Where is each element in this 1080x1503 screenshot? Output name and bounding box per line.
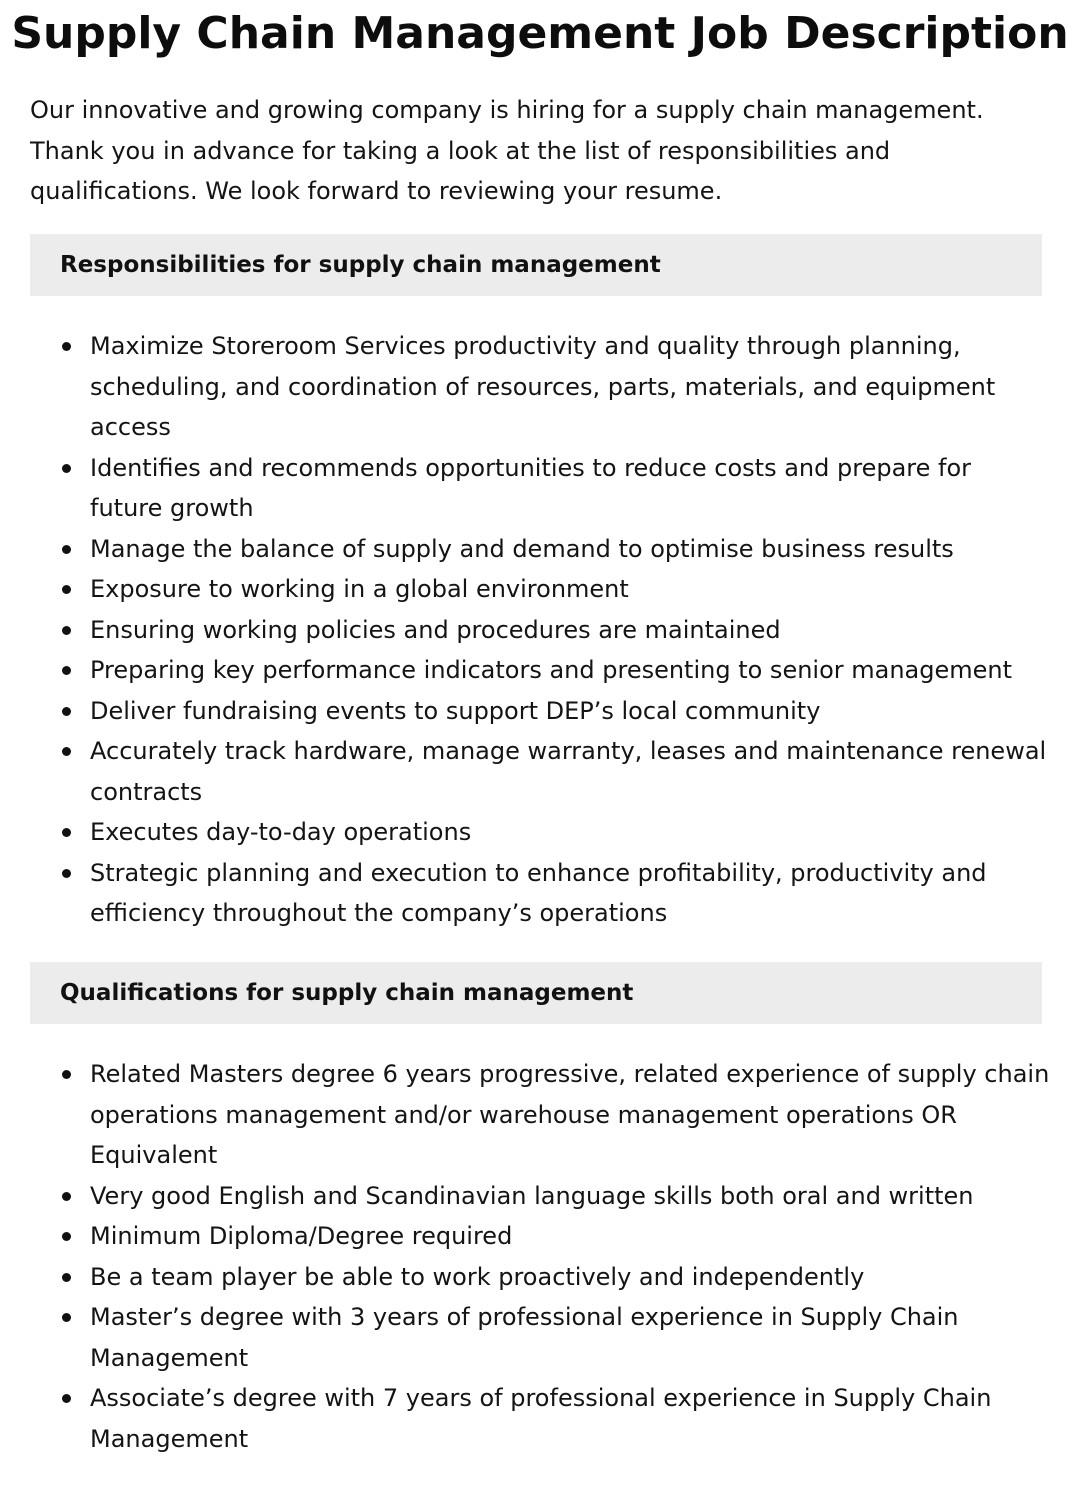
list-item xyxy=(0,1216,1080,1257)
bullet-icon xyxy=(62,1070,71,1079)
list-item xyxy=(0,650,1080,691)
list-item xyxy=(0,691,1080,732)
list-item xyxy=(0,529,1080,570)
qualifications-section-header xyxy=(30,962,1042,1024)
bullet-icon xyxy=(62,342,71,351)
bullet-icon xyxy=(62,707,71,716)
list-item xyxy=(0,812,1080,853)
bullet-icon xyxy=(62,1313,71,1322)
responsibilities-section-header xyxy=(30,234,1042,296)
list-item xyxy=(0,610,1080,651)
bullet-icon xyxy=(62,1394,71,1403)
list-item-text: Identifies and recommends opportunities to reduce costs and prepare for future growth xyxy=(90,453,972,522)
list-item-text: Minimum Diploma/Degree required xyxy=(90,1222,513,1250)
bullet-icon xyxy=(62,828,71,837)
qualifications-heading: Qualifications for supply chain management xyxy=(60,980,634,1006)
bullet-icon xyxy=(62,1232,71,1241)
list-item xyxy=(0,1054,1080,1176)
list-item xyxy=(0,853,1080,934)
list-item-text: Ensuring working policies and procedures are maintained xyxy=(90,615,781,644)
list-item xyxy=(0,448,1080,529)
list-item xyxy=(0,731,1080,812)
list-item-text: Exposure to working in a global environment xyxy=(90,575,629,603)
list-item xyxy=(0,326,1080,448)
list-item-text: Manage the balance of supply and demand to optimise business results xyxy=(90,534,954,563)
list-item-text: Executes day-to-day operations xyxy=(90,818,472,846)
list-item xyxy=(0,1257,1080,1298)
list-item-text: Master’s degree with 3 years of professional experience in Supply Chain Management xyxy=(90,1303,959,1372)
bullet-icon xyxy=(62,545,71,554)
list-item-text: Related Masters degree 6 years progressive, related experience of supply chain operations management and/or warehouse management operations OR Equivalent xyxy=(90,1060,1050,1169)
list-item-text: Maximize Storeroom Services productivity and quality through planning, scheduling, and coordination of resources, parts, materials, and equipment access xyxy=(90,332,996,441)
responsibilities-list xyxy=(0,326,1080,934)
bullet-icon xyxy=(62,1192,71,1201)
list-item-text: Strategic planning and execution to enhance profitability, productivity and efficiency throughout the company’s operations xyxy=(90,858,987,927)
list-item-text: Deliver fundraising events to support DEP’s local community xyxy=(90,696,821,725)
list-item-text: Be a team player be able to work proactively and independently xyxy=(90,1262,865,1291)
bullet-icon xyxy=(62,666,71,675)
list-item-text: Associate’s degree with 7 years of professional experience in Supply Chain Management xyxy=(90,1384,992,1453)
list-item xyxy=(0,1176,1080,1217)
bullet-icon xyxy=(62,1273,71,1282)
list-item xyxy=(0,569,1080,610)
page-title: Supply Chain Management Job Description xyxy=(11,8,1069,59)
qualifications-list xyxy=(0,1054,1080,1459)
list-item-text: Very good English and Scandinavian language skills both oral and written xyxy=(90,1181,974,1210)
bullet-icon xyxy=(62,464,71,473)
responsibilities-heading: Responsibilities for supply chain management xyxy=(60,252,661,278)
intro-paragraph: Our innovative and growing company is hiring for a supply chain management. Thank you in advance for taking a look at the list of responsibilities and qualifications. We look forward to reviewing your resume. xyxy=(30,96,984,205)
bullet-icon xyxy=(62,869,71,878)
bullet-icon xyxy=(62,626,71,635)
list-item xyxy=(0,1297,1080,1378)
bullet-icon xyxy=(62,747,71,756)
list-item-text: Preparing key performance indicators and presenting to senior management xyxy=(90,656,1013,684)
list-item xyxy=(0,1378,1080,1459)
bullet-icon xyxy=(62,585,71,594)
list-item-text: Accurately track hardware, manage warranty, leases and maintenance renewal contracts xyxy=(90,737,1047,806)
